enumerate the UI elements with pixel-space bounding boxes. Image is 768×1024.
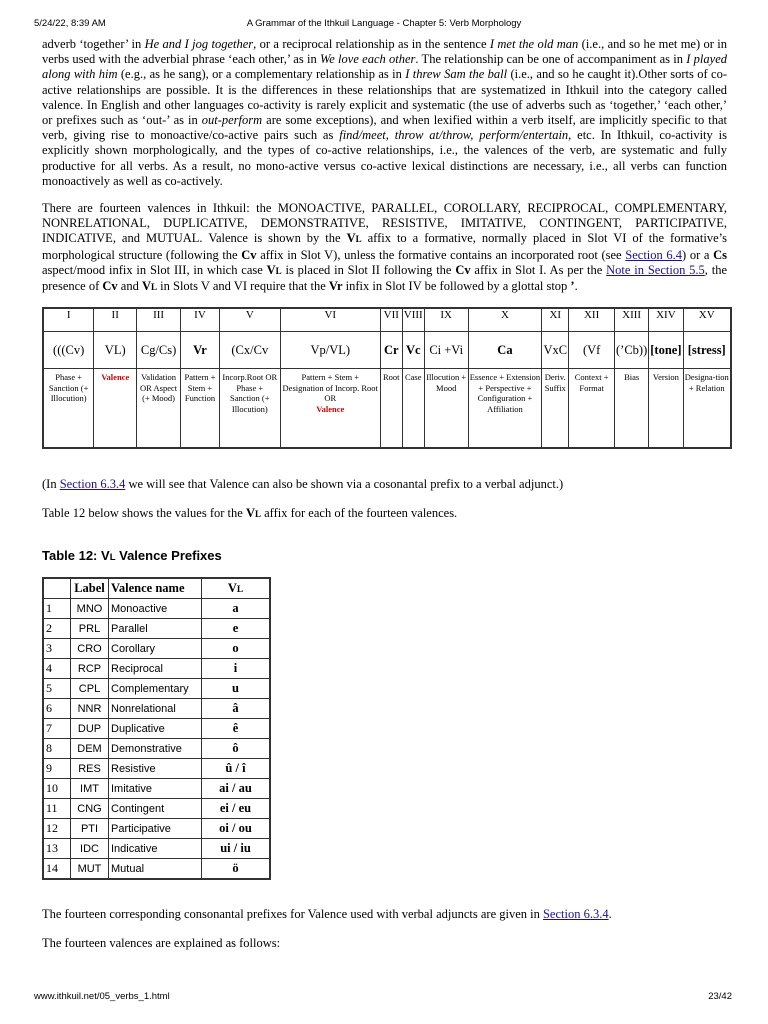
slot-number: VII (380, 308, 402, 332)
cell-name: Resistive (109, 759, 202, 779)
slot-affix: Ci +Vi (424, 332, 468, 369)
cell-num: 13 (43, 839, 71, 859)
cell-name: Monoactive (109, 599, 202, 619)
cell-label: CPL (71, 679, 109, 699)
slot-affix: Cr (380, 332, 402, 369)
cell-num: 12 (43, 819, 71, 839)
slot-number-row (43, 308, 731, 332)
slot-affix: Vr (181, 332, 220, 369)
slot-affix: VxC (542, 332, 569, 369)
cell-num: 9 (43, 759, 71, 779)
cell-vl: ô (202, 739, 271, 759)
table-row (43, 739, 270, 759)
slot-number: V (219, 308, 280, 332)
table-row (43, 599, 270, 619)
cell-num: 4 (43, 659, 71, 679)
slot-affix: Cg/Cs) (137, 332, 181, 369)
print-url: www.ithkuil.net/05_verbs_1.html (34, 991, 170, 1002)
table-row (43, 659, 270, 679)
header-label: Label (71, 578, 109, 599)
slot-affix: Vc (402, 332, 424, 369)
table-row (43, 799, 270, 819)
slot-number: VI (280, 308, 380, 332)
print-datetime: 5/24/22, 8:39 AM (34, 18, 106, 29)
link-note-section-5-5[interactable]: Note in Section 5.5 (606, 262, 705, 277)
cell-label: PRL (71, 619, 109, 639)
cell-num: 11 (43, 799, 71, 819)
slot-affix: (((Cv) (43, 332, 94, 369)
slot-description: Essence + Extension + Perspective + Configuration + Affiliation (468, 369, 542, 449)
cell-vl: e (202, 619, 271, 639)
link-section-6-3-4-b[interactable]: Section 6.3.4 (542, 907, 609, 921)
slot-description: Phase + Sanction (+ Illocution) (43, 369, 94, 449)
paragraph-section-note: (In Section 6.3.4 we will see that Valence can also be shown via a cosonantal prefix to a verbal adjunct.) (42, 477, 564, 491)
slot-description: Valence (94, 369, 137, 449)
slot-description: Case (402, 369, 424, 449)
slot-number: XI (542, 308, 569, 332)
cell-name: Mutual (109, 859, 202, 880)
cell-vl: i (202, 659, 271, 679)
slot-description: Root (380, 369, 402, 449)
cell-vl: oi / ou (202, 819, 271, 839)
cell-name: Corollary (109, 639, 202, 659)
cell-name: Indicative (109, 839, 202, 859)
cell-vl: ui / iu (202, 839, 271, 859)
cell-vl: û / î (202, 759, 271, 779)
slot-description: Illocution + Mood (424, 369, 468, 449)
cell-vl: ö (202, 859, 271, 880)
slot-number: XV (683, 308, 731, 332)
cell-name: Imitative (109, 779, 202, 799)
cell-vl: a (202, 599, 271, 619)
slot-number: VIII (402, 308, 424, 332)
cell-num: 10 (43, 779, 71, 799)
header-valence-name: Valence name (109, 578, 202, 599)
slot-number: IV (181, 308, 220, 332)
cell-vl: ei / eu (202, 799, 271, 819)
cell-label: DEM (71, 739, 109, 759)
print-header (0, 18, 768, 32)
cell-name: Parallel (109, 619, 202, 639)
slot-number: II (94, 308, 137, 332)
cell-label: PTI (71, 819, 109, 839)
table-header-row (43, 578, 270, 599)
slot-number: III (137, 308, 181, 332)
slot-description: Deriv. Suffix (542, 369, 569, 449)
slot-number: I (43, 308, 94, 332)
cell-name: Participative (109, 819, 202, 839)
cell-label: RES (71, 759, 109, 779)
cell-name: Reciprocal (109, 659, 202, 679)
cell-label: IMT (71, 779, 109, 799)
cell-label: NNR (71, 699, 109, 719)
paragraph-table-intro: Table 12 below shows the values for the VL affix for each of the fourteen valences. (42, 506, 458, 520)
cell-label: MNO (71, 599, 109, 619)
cell-label: DUP (71, 719, 109, 739)
cell-num: 2 (43, 619, 71, 639)
slot-affix: (Vf (569, 332, 615, 369)
cell-name: Contingent (109, 799, 202, 819)
cell-vl: o (202, 639, 271, 659)
cell-label: CNG (71, 799, 109, 819)
paragraph-coactivity: adverb ‘together’ in He and I jog together, or a reciprocal relationship as in the sentence I met the old man (i.e., and so he met me) or in verbs used with the adverbial phrase ‘each other,’ as in We love each other. The relationship can be one of accompaniment as in I played along with him (e.g., as he sang), or a complementary relationship as in I threw Sam the ball (i.e., and so he caught it).Other sorts of co-active relationships are possible. It is the differences in these relationships that are systematized in Ithkuil into the category called valence. In English and other languages co-activity is rarely explicit and systematic (the use of adverbs such as ‘together,’ ‘each other,’ or prefixes such as ‘out-’ as in out-perform are some exceptions), and when lexified within a verb itself, are implicitly specific to that verb, giving rise to monoactive/co-active pairs such as find/meet, throw at/throw, perform/entertain, etc. In Ithkuil, co-activity is explicitly shown morphologically, and the types of co-active relationships, i.e., the valences of the verb, are systematic and fully productive for all verbs. As a result, no mono-active versus co-active lexical distinctions are necessary, i.e., all verbs can function monoactively as well as co-actively. (42, 37, 727, 188)
paragraph-valences: There are fourteen valences in Ithkuil: the MONOACTIVE, PARALLEL, COROLLARY, RECIPROCAL, COMPLEMENTARY, NONRELATIONAL, DUPLICATIVE, DEMONSTRATIVE, RESISTIVE, IMITATIVE, CONTINGENT, PARTICIPATIVE, INDICATIVE, and MUTUAL. Valence is shown by the VL affix to a formative, normally placed in Slot VI of the formative’s morphological structure (following the Cv affix in Slot V), unless the formative contains an incorporated root (see Section 6.4) or a Cs aspect/mood infix in Slot III, in which case VL is placed in Slot II following the Cv affix in Slot I. As per the Note in Section 5.5, the presence of Cv and VL in Slots V and VI require that the Vr infix in Slot IV be followed by a glottal stop ’. (42, 201, 728, 294)
cell-num: 5 (43, 679, 71, 699)
slot-number: XII (569, 308, 615, 332)
cell-name: Complementary (109, 679, 202, 699)
print-page-number: 23/42 (708, 991, 732, 1002)
valence-highlight: Valence (316, 403, 345, 414)
paragraph-consonantal-prefixes: The fourteen corresponding consonantal prefixes for Valence used with verbal adjuncts are given in Section 6.3.4. (42, 907, 612, 921)
table-row (43, 639, 270, 659)
slot-affix: [tone] (649, 332, 683, 369)
print-title: A Grammar of the Ithkuil Language - Chapter 5: Verb Morphology (246, 18, 522, 29)
cell-num: 8 (43, 739, 71, 759)
slot-description: Incorp.Root OR Phase + Sanction (+ Illocution) (219, 369, 280, 449)
slot-description: Pattern + Stem + Function (181, 369, 220, 449)
link-section-6-3-4[interactable]: Section 6.3.4 (59, 477, 126, 491)
slot-description: Version (649, 369, 683, 449)
table-row (43, 819, 270, 839)
table-row (43, 679, 270, 699)
slot-number: XIII (615, 308, 649, 332)
cell-vl: ai / au (202, 779, 271, 799)
cell-name: Demonstrative (109, 739, 202, 759)
paragraph-explained: The fourteen valences are explained as follows: (42, 936, 281, 950)
slot-affix: (Cx/Cv (219, 332, 280, 369)
slot-affix: Ca (468, 332, 542, 369)
cell-label: MUT (71, 859, 109, 880)
table-row (43, 839, 270, 859)
slot-description-row (43, 369, 731, 449)
main-content (42, 37, 727, 295)
cell-num: 14 (43, 859, 71, 880)
slot-number: XIV (649, 308, 683, 332)
header-number (43, 578, 71, 599)
slot-affix-row (43, 332, 731, 369)
slot-description: Designa-tion + Relation (683, 369, 731, 449)
table-row (43, 619, 270, 639)
formative-slot-table (42, 307, 732, 449)
cell-vl: u (202, 679, 271, 699)
slot-affix: [stress] (683, 332, 731, 369)
cell-num: 3 (43, 639, 71, 659)
cell-name: Nonrelational (109, 699, 202, 719)
table-row (43, 719, 270, 739)
cell-vl: ê (202, 719, 271, 739)
slot-affix: VL) (94, 332, 137, 369)
slot-description: Context + Format (569, 369, 615, 449)
table-12-title: Table 12: VL Valence Prefixes (42, 548, 222, 563)
slot-affix: (’Cb)) (615, 332, 649, 369)
slot-description: Pattern + Stem + Designation of Incorp. Root OR Valence (280, 369, 380, 449)
table-row (43, 699, 270, 719)
slot-affix: Vp/VL) (280, 332, 380, 369)
slot-description: Validation OR Aspect (+ Mood) (137, 369, 181, 449)
table-row (43, 779, 270, 799)
slot-number: X (468, 308, 542, 332)
slot-description: Bias (615, 369, 649, 449)
cell-num: 6 (43, 699, 71, 719)
cell-vl: â (202, 699, 271, 719)
cell-label: RCP (71, 659, 109, 679)
slot-number: IX (424, 308, 468, 332)
table-row (43, 859, 270, 880)
cell-label: CRO (71, 639, 109, 659)
table-row (43, 759, 270, 779)
link-section-6-4[interactable]: Section 6.4 (625, 247, 683, 262)
cell-label: IDC (71, 839, 109, 859)
valence-prefix-table (42, 577, 271, 880)
cell-num: 1 (43, 599, 71, 619)
cell-name: Duplicative (109, 719, 202, 739)
header-vl: VL (202, 578, 271, 599)
cell-num: 7 (43, 719, 71, 739)
